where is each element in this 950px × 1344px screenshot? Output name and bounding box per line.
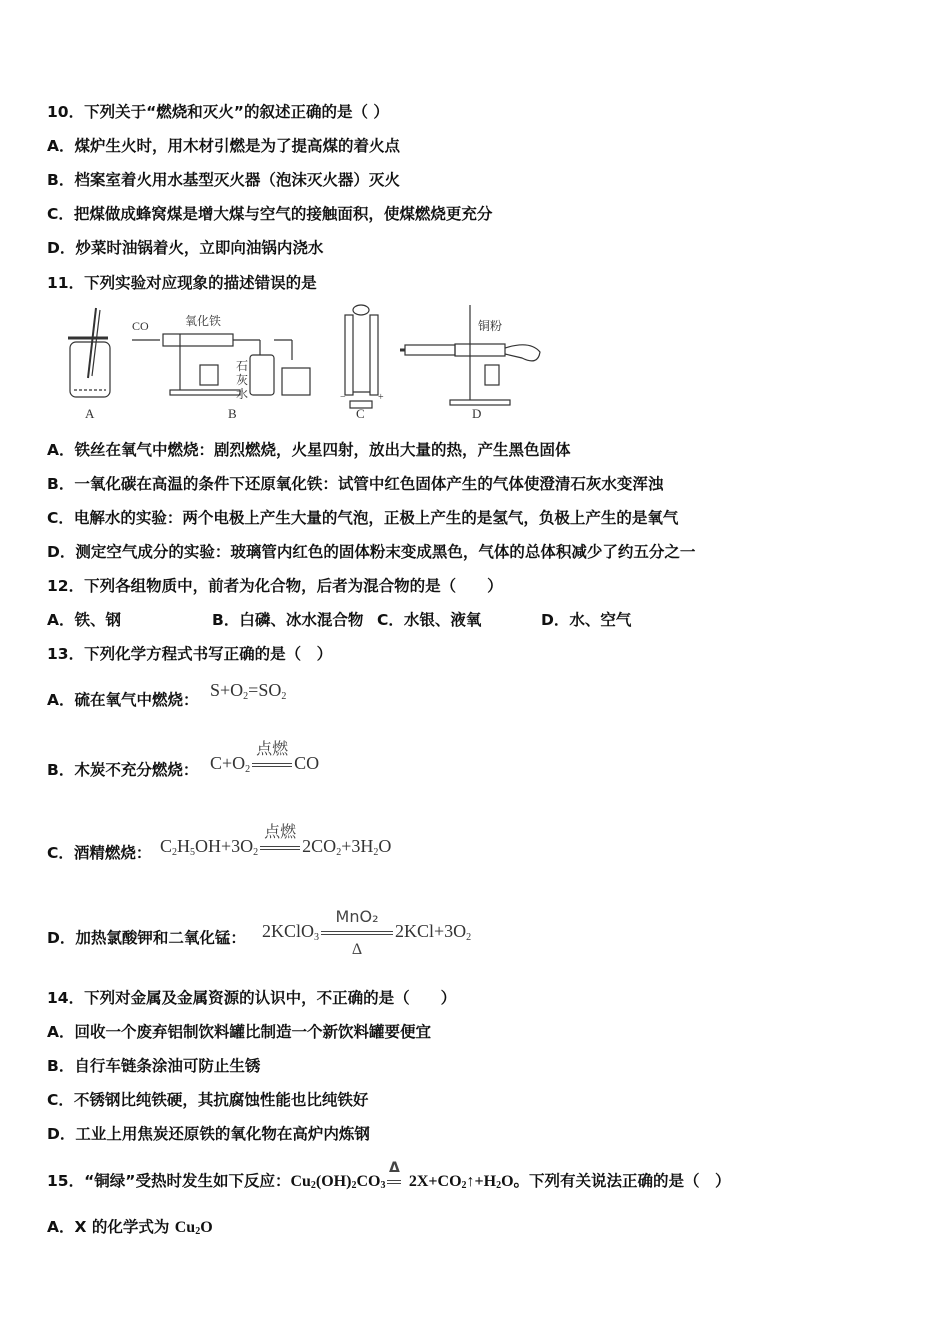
label-plus: + [378, 392, 384, 403]
formula-subscript: 2 [336, 847, 342, 858]
question-11-option-d: D．测定空气成分的实验：玻璃管内红色的固体粉末变成黑色，气体的总体积减少了约五分之一 [47, 543, 696, 561]
question-13-stem: 13．下列化学方程式书写正确的是（ ） [47, 645, 333, 663]
label-limewater-1: 石 [236, 359, 249, 373]
apparatus-c [340, 305, 384, 421]
question-15-option-a [47, 1217, 213, 1242]
heat-symbol: Δ [389, 1160, 400, 1176]
formula-subscript: 2 [461, 1180, 467, 1191]
question-14-option-d: D．工业上用焦炭还原铁的氧化物在高炉内炼钢 [47, 1125, 370, 1143]
formula-text: CO [294, 753, 320, 773]
product-formula [409, 1173, 514, 1190]
question-12-option-a: A．铁、钢 [47, 611, 121, 629]
option-label: A．硫在氧气中燃烧： [47, 691, 199, 709]
question-11-option-a: A．铁丝在氧气中燃烧：剧烈燃烧，火星四射，放出大量的热，产生黑色固体 [47, 441, 571, 459]
formula-text: O [200, 1219, 213, 1236]
option-label: B．木炭不充分燃烧： [47, 761, 199, 779]
equals-sign: = [248, 680, 259, 700]
question-11-stem: 11．下列实验对应现象的描述错误的是 [47, 274, 317, 292]
question-15-stem-after: 。下列有关说法正确的是（ ） [513, 1172, 731, 1190]
double-line [260, 846, 300, 850]
formula-text: +3H [341, 836, 374, 856]
formula-subscript: 2 [195, 1226, 201, 1237]
formula-text: 2CO [302, 836, 337, 856]
label-copper-powder: 铜粉 [478, 319, 503, 333]
question-13-option-d [47, 906, 472, 958]
question-11-option-c: C．电解水的实验：两个电极上产生大量的气泡，正极上产生的是氢气，负极上产生的是氧气 [47, 509, 679, 527]
double-line [321, 931, 393, 935]
reaction-condition [321, 906, 393, 958]
option-formula [175, 1219, 213, 1236]
formula-subscript: 3 [314, 932, 320, 943]
equals-sign [387, 1180, 401, 1184]
formula-text: CO [356, 1173, 381, 1190]
formula-subscript: 3 [380, 1180, 386, 1191]
question-14-stem: 14．下列对金属及金属资源的认识中，不正确的是（ ） [47, 989, 457, 1007]
chemical-equation [210, 680, 286, 707]
formula-subscript: 2 [310, 1180, 316, 1191]
question-15-stem-before: 15．“铜绿”受热时发生如下反应： [47, 1172, 291, 1190]
chemical-equation [160, 821, 392, 863]
label-c: C [356, 406, 365, 421]
formula-text: (OH) [315, 1173, 352, 1190]
formula-subscript: 2 [243, 691, 249, 702]
condition-above: MnO₂ [335, 906, 379, 926]
reactant-formula [290, 1173, 385, 1190]
question-13-option-c [47, 821, 392, 863]
label-iron-oxide: 氧化铁 [185, 314, 222, 328]
chemical-equation [210, 738, 320, 780]
chemical-equation [262, 906, 472, 958]
formula-text: O [378, 836, 392, 856]
question-10-option-d: D．炒菜时油锅着火，立即向油锅内浇水 [47, 239, 324, 257]
formula-subscript: 2 [466, 932, 472, 943]
question-12-option-c: C．水银、液氧 [377, 611, 482, 629]
label-co: CO [132, 319, 149, 333]
question-12-stem: 12．下列各组物质中，前者为化合物，后者为混合物的是（ ） [47, 577, 503, 595]
condition-above: 点燃 [264, 821, 297, 841]
question-12-option-d: D．水、空气 [541, 611, 632, 629]
question-13-option-b [47, 738, 320, 780]
formula-text: 2X+CO [408, 1173, 462, 1190]
apparatus-d [400, 305, 540, 421]
formula-text: C+O [210, 753, 246, 773]
question-14-option-c: C．不锈钢比纯铁硬，其抗腐蚀性能也比纯铁好 [47, 1091, 369, 1109]
question-13-option-a [47, 680, 287, 710]
question-10-option-b: B．档案室着火用水基型灭火器（泡沫灭火器）灭火 [47, 171, 400, 189]
formula-text: C [160, 836, 173, 856]
question-10-stem: 10．下列关于“燃烧和灭火”的叙述正确的是（ ） [47, 103, 389, 121]
label-b: B [228, 406, 237, 421]
reaction-condition [387, 1160, 401, 1184]
double-line [252, 763, 292, 767]
reaction-condition [260, 821, 300, 850]
reaction-condition [252, 738, 292, 767]
label-limewater-2: 灰 [236, 373, 249, 387]
question-10-option-c: C．把煤做成蜂窝煤是增大煤与空气的接触面积，使煤燃烧更充分 [47, 205, 493, 223]
formula-subscript: 2 [281, 691, 287, 702]
condition-below: Δ [351, 940, 363, 958]
label-limewater-3: 水 [236, 387, 249, 401]
experiment-figure [60, 300, 560, 425]
formula-subscript: 2 [245, 764, 251, 775]
formula-text: OH+3O [195, 836, 254, 856]
formula-text: O [501, 1173, 514, 1190]
apparatus-b [132, 313, 310, 421]
option-label: D．加热氯酸钾和二氧化锰： [47, 929, 246, 947]
formula-subscript: 2 [373, 847, 379, 858]
formula-subscript: 2 [496, 1180, 502, 1191]
question-11-option-b: B．一氧化碳在高温的条件下还原氧化铁：试管中红色固体产生的气体使澄清石灰水变浑浊 [47, 475, 664, 493]
formula-text: H [177, 836, 191, 856]
question-15-stem [47, 1160, 731, 1196]
question-14-option-a: A．回收一个废弃铝制饮料罐比制造一个新饮料罐要便宜 [47, 1023, 431, 1041]
label-a: A [85, 406, 95, 421]
question-14-option-b: B．自行车链条涂油可防止生锈 [47, 1057, 261, 1075]
formula-text: S+O [210, 680, 244, 700]
formula-text: ↑+H [466, 1173, 497, 1190]
condition-above: 点燃 [256, 738, 289, 758]
formula-subscript: 2 [351, 1180, 357, 1191]
formula-subscript: 2 [253, 847, 259, 858]
formula-text: Cu [174, 1219, 196, 1236]
formula-text: SO [258, 680, 282, 700]
formula-text: Cu [290, 1173, 311, 1190]
label-minus: − [340, 392, 346, 403]
label-d: D [472, 406, 482, 421]
question-12-option-b: B．白磷、冰水混合物 [212, 611, 364, 629]
formula-text: 2KClO [262, 921, 315, 941]
formula-subscript: 5 [190, 847, 196, 858]
formula-subscript: 2 [172, 847, 178, 858]
question-15-option-a-label: A．X 的化学式为 [47, 1218, 175, 1236]
formula-text: 2KCl+3O [395, 921, 467, 941]
apparatus-a [68, 308, 110, 421]
option-label: C．酒精燃烧： [47, 844, 152, 862]
question-10-option-a: A．煤炉生火时，用木材引燃是为了提高煤的着火点 [47, 137, 400, 155]
